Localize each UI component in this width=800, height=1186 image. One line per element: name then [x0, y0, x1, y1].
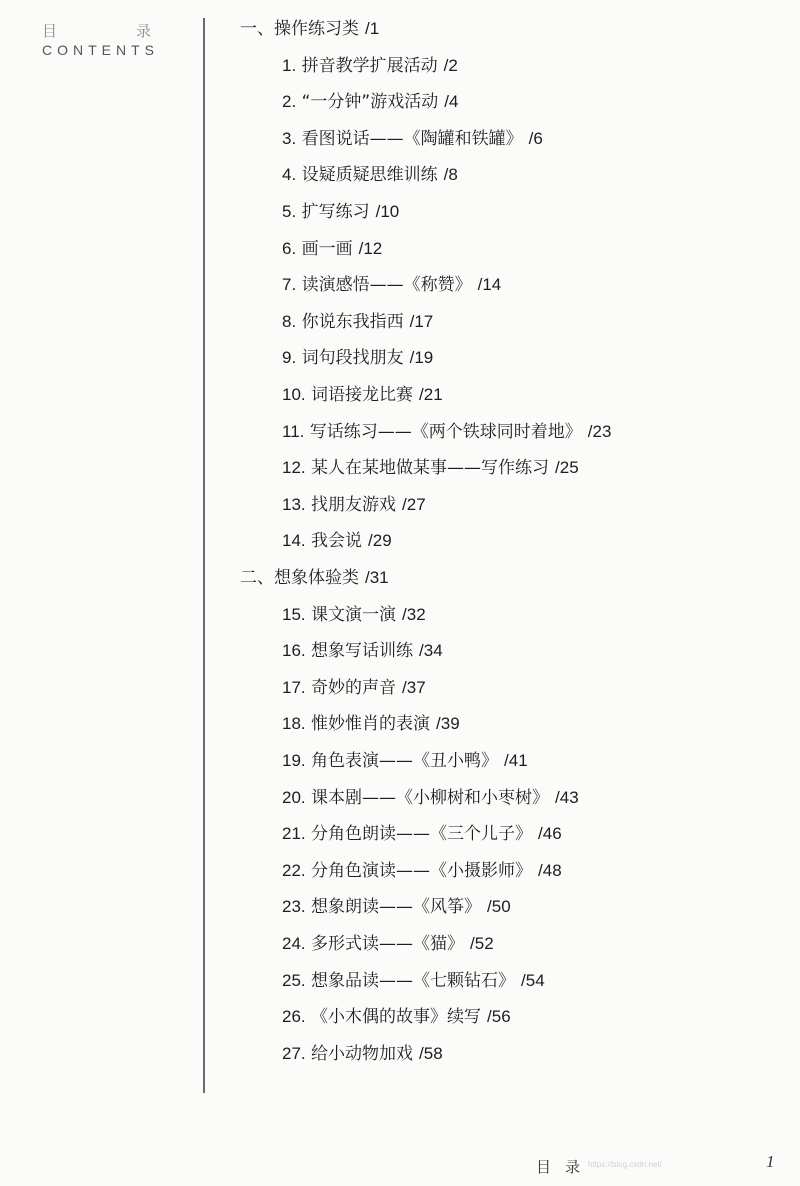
toc-item	[282, 201, 399, 223]
toc-page-number: /4	[444, 92, 459, 112]
toc-item	[282, 91, 458, 113]
toc-item-number: 7.	[282, 275, 297, 295]
toc-page-number: /8	[443, 165, 458, 185]
toc-item	[282, 55, 458, 77]
toc-item	[282, 530, 392, 552]
toc-item-number: 21.	[282, 824, 306, 844]
sidebar-title-char: 目	[42, 22, 59, 40]
toc-item	[282, 128, 543, 150]
toc-item-number: 15.	[282, 604, 306, 624]
toc-item-label: 想象品读——《七颗钻石》	[311, 970, 516, 991]
toc-item-number: 4.	[282, 165, 297, 185]
toc-page-number: /21	[419, 385, 443, 404]
toc-item	[282, 823, 562, 845]
toc-section	[240, 567, 389, 589]
toc-item-number: 17.	[282, 677, 306, 697]
toc-item	[282, 677, 426, 699]
toc-page-number: /54	[521, 970, 545, 990]
toc-section-label: 二、想象体验类	[240, 568, 359, 588]
toc-item-number: 14.	[282, 531, 306, 551]
footer-label-char: 目	[536, 1158, 552, 1176]
toc-item-label: 某人在某地做某事——写作练习	[311, 458, 550, 479]
toc-page-number: /37	[402, 677, 426, 697]
toc-item	[282, 238, 382, 260]
toc-item-label: 拼音教学扩展活动	[301, 55, 438, 76]
toc-item	[282, 640, 443, 662]
toc-item-number: 13.	[282, 494, 306, 514]
toc-item-label: 我会说	[311, 531, 363, 552]
toc-item-label: 课本剧——《小柳树和小枣树》	[311, 787, 550, 808]
toc-item-label: 给小动物加戏	[311, 1043, 414, 1064]
toc-item	[282, 604, 426, 626]
toc-item	[282, 860, 562, 882]
toc-item	[282, 421, 611, 443]
toc-page-number: /46	[538, 824, 562, 844]
toc-item-label: 惟妙惟肖的表演	[311, 714, 431, 735]
toc-item-label: 你说东我指西	[301, 311, 404, 332]
toc-page-number: /12	[358, 238, 383, 258]
toc-item-label: 想象朗读——《风筝》	[311, 897, 482, 918]
toc-page-number: /41	[504, 751, 528, 770]
toc-page-number: /34	[419, 641, 443, 661]
toc-item-number: 10.	[282, 385, 306, 404]
sidebar-title-char: 录	[135, 22, 152, 40]
toc-page-number: /29	[368, 531, 392, 551]
toc-page-number: /14	[477, 275, 502, 295]
toc-page-number: /17	[409, 311, 434, 331]
footer-watermark: https://blog.csdn.net/	[588, 1160, 662, 1169]
toc-item	[282, 1006, 511, 1028]
toc-page-number: /1	[365, 19, 380, 38]
toc-item-label: “一分钟”游戏活动	[301, 92, 439, 113]
toc-item-label: 写话练习——《两个铁球同时着地》	[309, 421, 582, 442]
toc-item	[282, 274, 501, 296]
toc-item-label: 奇妙的声音	[311, 677, 397, 698]
toc-item-number: 2.	[282, 92, 297, 112]
toc-item-number: 3.	[282, 128, 297, 148]
toc-item-number: 5.	[282, 202, 297, 221]
toc-item	[282, 750, 528, 772]
toc-item-label: 读演感悟——《称赞》	[301, 275, 472, 296]
toc-item	[282, 970, 545, 992]
toc-item-label: 扩写练习	[301, 202, 370, 222]
sidebar-subtitle: CONTENTS	[42, 42, 159, 58]
footer-label	[536, 1156, 580, 1177]
sidebar-title	[42, 20, 152, 41]
toc-item-number: 9.	[282, 348, 297, 368]
toc-item-label: 设疑质疑思维训练	[301, 165, 438, 186]
toc-page-number: /43	[555, 787, 579, 807]
toc-page-number: /56	[487, 1007, 511, 1027]
toc-item-number: 12.	[282, 458, 306, 478]
toc-item	[282, 896, 511, 918]
toc-page-number: /6	[528, 128, 543, 148]
toc-item-number: 11.	[282, 421, 305, 441]
toc-section	[240, 18, 379, 40]
toc-page-number: /48	[538, 860, 562, 880]
toc-item-label: 词句段找朋友	[301, 348, 404, 369]
toc-page-number: /31	[365, 568, 389, 587]
toc-page-number: /52	[470, 934, 494, 953]
toc-page-number: /58	[419, 1043, 443, 1063]
toc-item	[282, 311, 433, 333]
toc-page-number: /50	[487, 897, 511, 917]
toc-item-number: 19.	[282, 751, 306, 770]
toc-item	[282, 347, 433, 369]
toc-page-number: /2	[443, 55, 458, 75]
toc-item-label: 多形式读——《猫》	[311, 934, 465, 954]
toc-page-number: /19	[409, 348, 434, 368]
toc-page-number: /23	[587, 421, 612, 441]
toc-item-number: 26.	[282, 1007, 306, 1027]
toc-item-label: 想象写话训练	[311, 641, 414, 662]
toc-item-label: 词语接龙比赛	[311, 385, 414, 405]
toc-item	[282, 164, 458, 186]
toc-item-label: 《小木偶的故事》续写	[311, 1007, 482, 1028]
toc-item-label: 角色表演——《丑小鸭》	[311, 751, 499, 771]
toc-item-number: 8.	[282, 311, 297, 331]
toc-item-number: 25.	[282, 970, 306, 990]
vertical-divider	[203, 18, 205, 1093]
toc-item-number: 22.	[282, 860, 306, 880]
footer-label-char: 录	[564, 1158, 580, 1176]
toc-section-label: 一、操作练习类	[240, 19, 359, 39]
toc-item-number: 24.	[282, 934, 306, 953]
toc-item-number: 23.	[282, 897, 306, 917]
toc-item-label: 分角色演读——《小摄影师》	[311, 860, 533, 881]
toc-item	[282, 787, 579, 809]
toc-item	[282, 1043, 443, 1065]
toc-item-label: 看图说话——《陶罐和铁罐》	[301, 128, 523, 149]
toc-item-number: 6.	[282, 238, 297, 258]
toc-item-label: 课文演一演	[311, 604, 397, 625]
toc-item	[282, 457, 579, 479]
toc-item	[282, 933, 494, 955]
toc-item-number: 20.	[282, 787, 306, 807]
toc-item-number: 18.	[282, 714, 306, 734]
toc-page-number: /39	[436, 714, 460, 734]
toc-page-number: /25	[555, 458, 579, 478]
toc-item-label: 找朋友游戏	[311, 494, 397, 515]
toc-item-label: 画一画	[301, 238, 353, 259]
toc-page-number: /32	[402, 604, 426, 624]
toc-page-number: /27	[402, 494, 426, 514]
toc-item-label: 分角色朗读——《三个儿子》	[311, 824, 533, 845]
toc-item-number: 16.	[282, 641, 306, 661]
toc-item	[282, 384, 443, 406]
toc-page-number: /10	[375, 202, 400, 221]
toc-item	[282, 713, 460, 735]
toc-item	[282, 494, 426, 516]
footer-page-number: 1	[766, 1152, 775, 1171]
toc-item-number: 1.	[282, 55, 297, 75]
toc-item-number: 27.	[282, 1043, 306, 1063]
